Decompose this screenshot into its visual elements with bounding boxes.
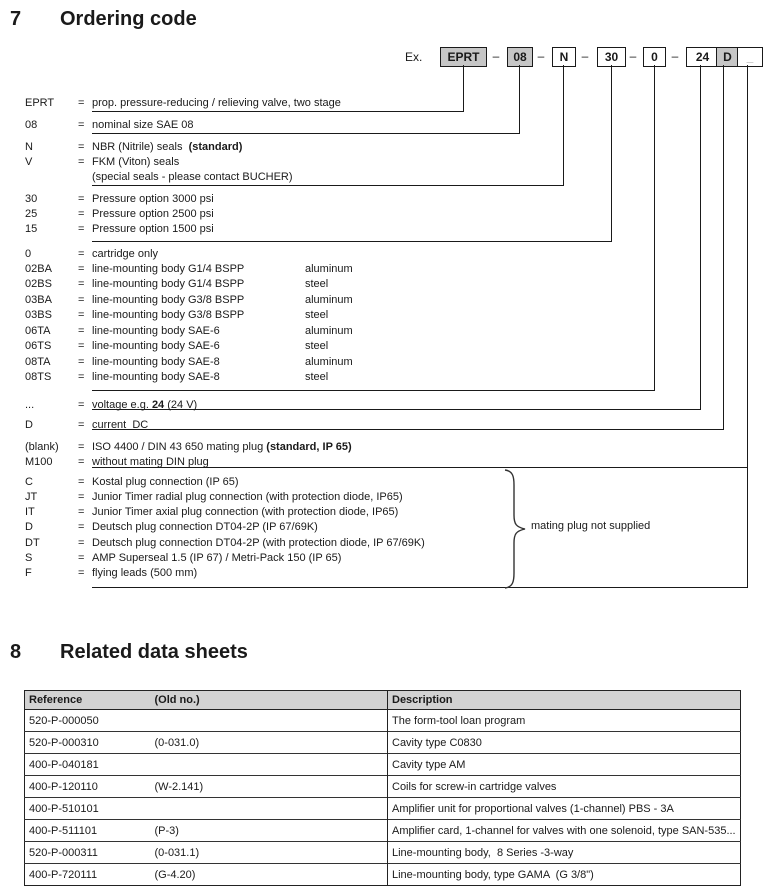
ordering-row	[0, 207, 766, 222]
equals-sign: =	[78, 399, 85, 411]
ordering-description	[92, 192, 214, 206]
ordering-code: 03BS	[25, 309, 52, 321]
ordering-row	[0, 551, 766, 566]
ordering-code: 02BS	[25, 278, 52, 290]
reference-cell: 400-P-511101	[25, 820, 151, 842]
equals-sign: =	[78, 537, 85, 549]
equals-sign: =	[78, 371, 85, 383]
ordering-code: D	[25, 419, 33, 431]
description-cell: Amplifier unit for proportional valves (1-channel) PBS - 3A	[388, 798, 741, 820]
ordering-description	[92, 355, 220, 369]
ordering-description	[92, 551, 341, 565]
ordering-description	[92, 475, 239, 489]
example-label: Ex.	[405, 50, 423, 64]
code-box-voltage: 24	[686, 47, 719, 67]
ordering-description	[92, 324, 220, 338]
desc-bold: (standard, IP 65)	[266, 441, 352, 453]
desc-text: Deutsch plug connection DT04-2P (IP 67/69K)	[92, 521, 318, 533]
desc-text: FKM (Viton) seals	[92, 156, 180, 168]
ordering-code: 15	[25, 223, 38, 235]
ordering-description	[92, 418, 148, 432]
ordering-description	[92, 96, 341, 110]
material-label: steel	[305, 340, 329, 352]
old-no-cell: (P-3)	[151, 820, 388, 842]
ordering-row	[0, 222, 766, 237]
equals-sign: =	[78, 156, 85, 168]
code-separator: –	[629, 49, 637, 63]
ordering-code: D	[25, 521, 33, 533]
old-no-cell: (G-4.20)	[151, 864, 388, 886]
ordering-code: DT	[25, 537, 40, 549]
reference-cell: 400-P-720111	[25, 864, 151, 886]
ordering-description	[92, 155, 179, 169]
material-label: steel	[305, 371, 329, 383]
ordering-description	[92, 398, 197, 412]
ordering-code: M100	[25, 456, 53, 468]
equals-sign: =	[78, 491, 85, 503]
underline-plug-types	[92, 587, 748, 588]
ordering-description	[92, 140, 242, 154]
desc-text: prop. pressure-reducing / relieving valve, two stage	[92, 97, 341, 109]
equals-sign: =	[78, 325, 85, 337]
desc-text: flying leads (500 mm)	[92, 567, 198, 579]
desc-text: cartridge only	[92, 248, 159, 260]
material-label: steel	[305, 309, 329, 321]
description-cell: Amplifier card, 1-channel for valves with one solenoid, type SAN-535...	[388, 820, 741, 842]
section7-title: Ordering code	[60, 8, 197, 30]
ordering-code: 25	[25, 208, 38, 220]
desc-text: Junior Timer radial plug connection (with protection diode, IP65)	[92, 491, 403, 503]
desc-text: NBR (Nitrile) seals	[92, 141, 189, 153]
code-box-pressure: 30	[597, 47, 626, 67]
desc-text: Junior Timer axial plug connection (with protection diode, IP65)	[92, 506, 399, 518]
reference-cell: 520-P-000310	[25, 732, 151, 754]
ordering-row	[0, 418, 766, 433]
column-header-old-no: (Old no.)	[151, 691, 388, 710]
ordering-row	[0, 96, 766, 111]
equals-sign: =	[78, 356, 85, 368]
underline-eprt	[92, 111, 464, 112]
desc-text: line-mounting body G1/4 BSPP	[92, 278, 245, 290]
ordering-code: N	[25, 141, 33, 153]
ordering-row	[0, 490, 766, 505]
ordering-row	[0, 355, 766, 370]
desc-text: Deutsch plug connection DT04-2P (with protection diode, IP 67/69K)	[92, 537, 425, 549]
ordering-code: 08TA	[25, 356, 51, 368]
reference-cell: 400-P-040181	[25, 754, 151, 776]
description-cell: Line-mounting body, 8 Series -3-way	[388, 842, 741, 864]
ordering-description	[92, 520, 318, 534]
equals-sign: =	[78, 278, 85, 290]
code-box-size: 08	[507, 47, 533, 67]
ordering-code: S	[25, 552, 33, 564]
ordering-row	[0, 455, 766, 470]
ordering-code: ...	[25, 399, 35, 411]
ordering-row	[0, 505, 766, 520]
section8-number: 8	[10, 641, 22, 663]
ordering-description	[92, 370, 220, 384]
table-row	[25, 842, 741, 864]
related-data-sheets-table	[24, 690, 741, 886]
ordering-code: V	[25, 156, 33, 168]
desc-suffix: (24 V)	[164, 399, 198, 411]
material-label: aluminum	[305, 294, 353, 306]
ordering-description	[92, 262, 244, 276]
underline-seals	[92, 185, 564, 186]
equals-sign: =	[78, 97, 85, 109]
equals-sign: =	[78, 340, 85, 352]
ordering-code: 30	[25, 193, 38, 205]
ordering-description	[92, 440, 352, 454]
ordering-row	[0, 536, 766, 551]
code-separator: –	[581, 49, 589, 63]
table-row	[25, 820, 741, 842]
column-header-reference: Reference	[25, 691, 151, 710]
desc-text: (special seals - please contact BUCHER)	[92, 171, 293, 183]
ordering-row	[0, 440, 766, 455]
desc-text: nominal size SAE 08	[92, 119, 194, 131]
ordering-row	[0, 566, 766, 581]
table-row	[25, 776, 741, 798]
equals-sign: =	[78, 223, 85, 235]
ordering-code: 06TS	[25, 340, 52, 352]
ordering-code: 08TS	[25, 371, 52, 383]
ordering-code: 03BA	[25, 294, 52, 306]
old-no-cell	[151, 798, 388, 820]
equals-sign: =	[78, 248, 85, 260]
desc-text: line-mounting body G3/8 BSPP	[92, 294, 245, 306]
column-header-description: Description	[388, 691, 741, 710]
code-box-eprt: EPRT	[440, 47, 487, 67]
old-no-cell	[151, 710, 388, 732]
desc-text: without mating DIN plug	[92, 456, 209, 468]
ordering-description	[92, 308, 244, 322]
desc-text: line-mounting body SAE-8	[92, 371, 220, 383]
code-separator: –	[671, 49, 679, 63]
table-row	[25, 710, 741, 732]
ordering-row	[0, 475, 766, 490]
ordering-description	[92, 247, 158, 261]
ordering-code: (blank)	[25, 441, 59, 453]
ordering-description	[92, 118, 194, 132]
description-cell: Cavity type AM	[388, 754, 741, 776]
table-row	[25, 732, 741, 754]
equals-sign: =	[78, 521, 85, 533]
ordering-row	[0, 118, 766, 133]
ordering-code: C	[25, 476, 33, 488]
equals-sign: =	[78, 419, 85, 431]
code-separator: –	[537, 49, 545, 63]
old-no-cell: (W-2.141)	[151, 776, 388, 798]
reference-cell: 520-P-000050	[25, 710, 151, 732]
code-box-seals: N	[552, 47, 576, 67]
ordering-code: IT	[25, 506, 35, 518]
ordering-row	[0, 262, 766, 277]
ordering-row	[0, 155, 766, 170]
equals-sign: =	[78, 141, 85, 153]
equals-sign: =	[78, 294, 85, 306]
code-box-body: 0	[643, 47, 666, 67]
table-row	[25, 864, 741, 886]
ordering-code: JT	[25, 491, 38, 503]
equals-sign: =	[78, 119, 85, 131]
desc-text: Kostal plug connection (IP 65)	[92, 476, 239, 488]
old-no-cell	[151, 754, 388, 776]
ordering-description	[92, 490, 403, 504]
ordering-description	[92, 207, 214, 221]
underline-size	[92, 133, 520, 134]
ordering-code: 02BA	[25, 263, 52, 275]
desc-text: line-mounting body SAE-6	[92, 325, 220, 337]
table-row	[25, 754, 741, 776]
equals-sign: =	[78, 476, 85, 488]
material-label: steel	[305, 278, 329, 290]
desc-text: line-mounting body SAE-6	[92, 340, 220, 352]
material-label: aluminum	[305, 356, 353, 368]
equals-sign: =	[78, 456, 85, 468]
desc-text: Pressure option 1500 psi	[92, 223, 214, 235]
equals-sign: =	[78, 309, 85, 321]
table-header-row	[25, 691, 741, 710]
section7-number: 7	[10, 8, 22, 30]
ordering-description	[92, 566, 197, 580]
equals-sign: =	[78, 193, 85, 205]
ordering-row	[0, 339, 766, 354]
reference-cell: 400-P-510101	[25, 798, 151, 820]
ordering-code: 06TA	[25, 325, 51, 337]
ordering-row	[0, 170, 766, 185]
code-box-plug: _	[737, 47, 763, 67]
ordering-description	[92, 455, 209, 469]
desc-bold: 24	[151, 399, 165, 411]
reference-cell: 400-P-120110	[25, 776, 151, 798]
code-separator: –	[492, 49, 500, 63]
ordering-row	[0, 308, 766, 323]
ordering-description	[92, 277, 244, 291]
desc-text: current DC	[92, 419, 149, 431]
underline-pressure	[92, 241, 612, 242]
equals-sign: =	[78, 208, 85, 220]
description-cell: Cavity type C0830	[388, 732, 741, 754]
ordering-row	[0, 192, 766, 207]
ordering-description	[92, 505, 398, 519]
ordering-description	[92, 170, 293, 184]
desc-text: ISO 4400 / DIN 43 650 mating plug	[92, 441, 267, 453]
desc-text: line-mounting body SAE-8	[92, 356, 220, 368]
equals-sign: =	[78, 263, 85, 275]
desc-text: line-mounting body G3/8 BSPP	[92, 309, 245, 321]
equals-sign: =	[78, 441, 85, 453]
reference-cell: 520-P-000311	[25, 842, 151, 864]
right-brace-icon	[502, 468, 528, 590]
ordering-code: 0	[25, 248, 32, 260]
material-label: aluminum	[305, 325, 353, 337]
ordering-code: F	[25, 567, 32, 579]
desc-bold: (standard)	[188, 141, 243, 153]
ordering-row	[0, 140, 766, 155]
ordering-description	[92, 293, 244, 307]
ordering-row	[0, 370, 766, 385]
ordering-row	[0, 520, 766, 535]
old-no-cell: (0-031.1)	[151, 842, 388, 864]
ordering-row	[0, 277, 766, 292]
ordering-description	[92, 222, 214, 236]
ordering-row	[0, 398, 766, 413]
ordering-row	[0, 324, 766, 339]
equals-sign: =	[78, 552, 85, 564]
equals-sign: =	[78, 506, 85, 518]
table-row	[25, 798, 741, 820]
description-cell: Line-mounting body, type GAMA (G 3/8")	[388, 864, 741, 886]
desc-text: AMP Superseal 1.5 (IP 67) / Metri-Pack 150 (IP 65)	[92, 552, 342, 564]
old-no-cell: (0-031.0)	[151, 732, 388, 754]
code-box-current: D	[716, 47, 739, 67]
ordering-code: 08	[25, 119, 38, 131]
description-cell: Coils for screw-in cartridge valves	[388, 776, 741, 798]
ordering-description	[92, 536, 425, 550]
desc-text: Pressure option 3000 psi	[92, 193, 214, 205]
section8-title: Related data sheets	[60, 641, 248, 663]
ordering-code: EPRT	[25, 97, 55, 109]
brace-note: mating plug not supplied	[531, 520, 651, 532]
ordering-description	[92, 339, 220, 353]
ordering-row	[0, 293, 766, 308]
description-cell: The form-tool loan program	[388, 710, 741, 732]
material-label: aluminum	[305, 263, 353, 275]
desc-text: line-mounting body G1/4 BSPP	[92, 263, 245, 275]
desc-text: voltage e.g.	[92, 399, 152, 411]
equals-sign: =	[78, 567, 85, 579]
desc-text: Pressure option 2500 psi	[92, 208, 214, 220]
ordering-row	[0, 247, 766, 262]
grouping-brace	[502, 468, 528, 595]
underline-body	[92, 390, 655, 391]
